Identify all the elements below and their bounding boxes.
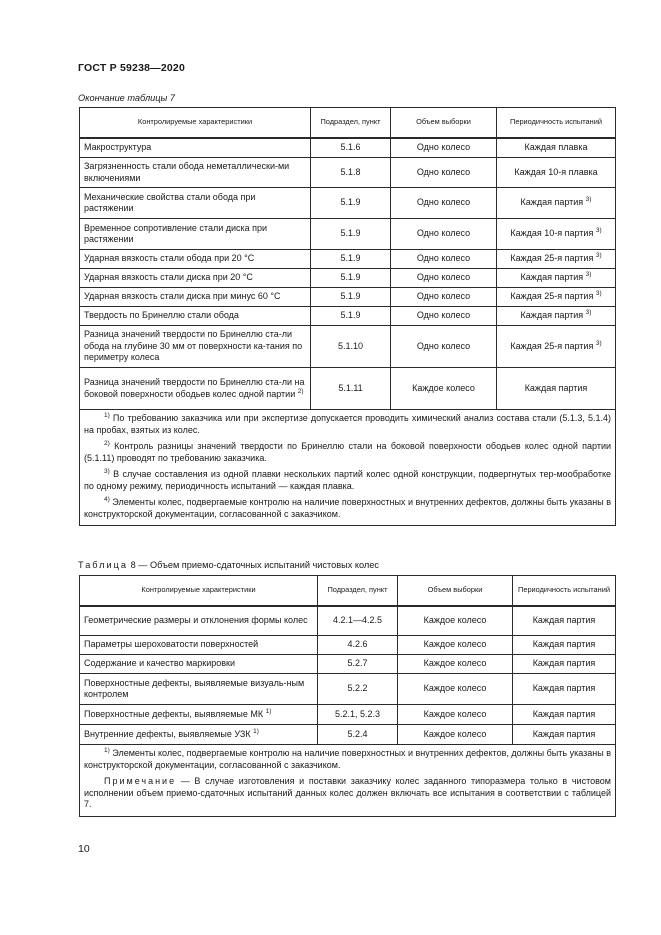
row-period: Каждая партия $^{3)}$	[497, 269, 616, 288]
row-characteristic: Параметры шероховатости поверхностей	[80, 636, 318, 655]
row-sample: Одно колесо	[391, 288, 497, 307]
footnote: $^{4)}$ Элементы колес, подвергаемые контролю на наличие поверхностных и внутренних дефектов, должны быть указаны в конструкторской документации, согласованной с заказчиком.	[84, 496, 611, 519]
table-row	[80, 158, 616, 188]
table7-body	[80, 138, 616, 526]
row-section: 5.2.2	[318, 674, 398, 705]
row-sample: Одно колесо	[391, 250, 497, 269]
footnote: $^{2)}$ Контроль разницы значений твердости по Бринеллю стали на боковой поверхности ободьев колес одной партии (5.1.11) проводят по требованию заказчика.	[84, 440, 611, 463]
row-characteristic: Временное сопротивление стали диска при растяжении	[80, 219, 311, 250]
row-sample: Каждое колесо	[398, 674, 513, 705]
row-characteristic: Геометрические размеры и отклонения формы колес	[80, 606, 318, 636]
table8-notes-row	[80, 745, 616, 817]
table8-caption: Таблица 8 — Объем приемо-сдаточных испытаний чистовых колес	[78, 560, 379, 570]
row-period: Каждая партия $^{3)}$	[497, 188, 616, 219]
row-characteristic: Ударная вязкость стали обода при 20 °С	[80, 250, 311, 269]
row-section: 5.1.10	[311, 326, 391, 368]
table8-col-period: Периодичность испытаний	[513, 576, 616, 606]
row-section: 5.1.9	[311, 188, 391, 219]
row-sample: Каждое колесо	[398, 606, 513, 636]
table7-header-row	[80, 108, 616, 138]
row-sample: Одно колесо	[391, 326, 497, 368]
row-section: 5.1.9	[311, 288, 391, 307]
row-section: 5.2.7	[318, 655, 398, 674]
table7-col-sample: Объем выборки	[391, 108, 497, 138]
page-number: 10	[78, 843, 90, 855]
document-header: ГОСТ Р 59238—2020	[78, 62, 186, 74]
table-row	[80, 307, 616, 326]
table7-caption: Окончание таблицы 7	[78, 93, 175, 103]
table-row	[80, 674, 616, 705]
row-period: Каждая партия	[513, 674, 616, 705]
row-characteristic: Ударная вязкость стали диска при 20 °С	[80, 269, 311, 288]
row-characteristic: Макроструктура	[80, 138, 311, 158]
row-sample: Одно колесо	[391, 269, 497, 288]
row-sample: Одно колесо	[391, 138, 497, 158]
row-period: Каждая партия	[513, 725, 616, 745]
row-section: 5.1.11	[311, 368, 391, 410]
row-characteristic: Ударная вязкость стали диска при минус 60 °С	[80, 288, 311, 307]
row-sample: Одно колесо	[391, 219, 497, 250]
table-row	[80, 269, 616, 288]
table-row	[80, 250, 616, 269]
row-characteristic: Поверхностные дефекты, выявляемые визуаль-ным контролем	[80, 674, 318, 705]
row-sample: Одно колесо	[391, 188, 497, 219]
table-row	[80, 636, 616, 655]
row-period: Каждая 10-я партия $^{3)}$	[497, 219, 616, 250]
row-section: 5.1.9	[311, 219, 391, 250]
table-note: Примечание — В случае изготовления и поставки заказчику колес заданного типоразмера только в чистовом исполнении объем приемо-сдаточных испытаний данных колес должен включать все испытания в соответствии с таблицей 7.	[84, 776, 611, 809]
table8-col-sample: Объем выборки	[398, 576, 513, 606]
table-row	[80, 705, 616, 725]
table7-notes-row	[80, 410, 616, 526]
row-sample: Одно колесо	[391, 307, 497, 326]
table7-notes	[80, 410, 616, 526]
row-period: Каждая 25-я партия $^{3)}$	[497, 288, 616, 307]
row-section: 5.1.8	[311, 158, 391, 188]
row-characteristic: Содержание и качество маркировки	[80, 655, 318, 674]
row-section: 5.1.9	[311, 307, 391, 326]
row-section: 5.2.4	[318, 725, 398, 745]
table-row	[80, 606, 616, 636]
row-period: Каждая партия	[513, 705, 616, 725]
row-section: 5.1.9	[311, 250, 391, 269]
footnote: $^{1)}$ Элементы колес, подвергаемые контролю на наличие поверхностных и внутренних дефектов, должны быть указаны в конструкторской документации, согласованной с заказчиком.	[84, 747, 611, 770]
table8-body	[80, 606, 616, 817]
row-period: Каждая партия $^{3)}$	[497, 307, 616, 326]
row-characteristic: Разница значений твердости по Бринеллю ста-ли обода на глубине 30 мм от поверхности ка-тания по периметру колеса	[80, 326, 311, 368]
row-period: Каждая 10-я плавка	[497, 158, 616, 188]
table8-header-row	[80, 576, 616, 606]
row-characteristic: Разница значений твердости по Бринеллю ста-ли на боковой поверхности ободьев колес одной партии $^{2)}$	[80, 368, 311, 410]
row-section: 4.2.1—4.2.5	[318, 606, 398, 636]
table8-notes	[80, 745, 616, 817]
row-characteristic: Загрязненность стали обода неметаллически-ми включениями	[80, 158, 311, 188]
row-characteristic: Поверхностные дефекты, выявляемые МК $^{1)}$	[80, 705, 318, 725]
row-section: 5.1.9	[311, 269, 391, 288]
row-period: Каждая партия	[497, 368, 616, 410]
row-section: 5.2.1, 5.2.3	[318, 705, 398, 725]
row-characteristic: Механические свойства стали обода при растяжении	[80, 188, 311, 219]
row-characteristic: Внутренние дефекты, выявляемые УЗК $^{1)}$	[80, 725, 318, 745]
row-sample: Каждое колесо	[398, 655, 513, 674]
row-period: Каждая плавка	[497, 138, 616, 158]
table7	[79, 107, 616, 526]
row-sample: Одно колесо	[391, 158, 497, 188]
table8-col-section: Подраздел, пункт	[318, 576, 398, 606]
table8	[79, 575, 616, 817]
row-period: Каждая партия	[513, 606, 616, 636]
row-sample: Каждое колесо	[391, 368, 497, 410]
footnote: $^{3)}$ В случае составления из одной плавки нескольких партий колес одной конструкции, подвергнутых тер-мообработке по одному режиму, периодичность испытаний — каждая плавка.	[84, 468, 611, 491]
table8-col-characteristics: Контролируемые характеристики	[80, 576, 318, 606]
footnote: $^{1)}$ По требованию заказчика или при экспертизе допускается проводить химический анализ состава стали (5.1.3, 5.1.4) на пробах, взятых из колес.	[84, 412, 611, 435]
table-row	[80, 188, 616, 219]
row-section: 5.1.6	[311, 138, 391, 158]
row-sample: Каждое колесо	[398, 705, 513, 725]
row-period: Каждая партия	[513, 655, 616, 674]
row-section: 4.2.6	[318, 636, 398, 655]
table7-col-characteristics: Контролируемые характеристики	[80, 108, 311, 138]
table-row	[80, 368, 616, 410]
row-sample: Каждое колесо	[398, 636, 513, 655]
table-row	[80, 219, 616, 250]
row-period: Каждая 25-я партия $^{3)}$	[497, 250, 616, 269]
table-row	[80, 138, 616, 158]
table-row	[80, 288, 616, 307]
table-row	[80, 655, 616, 674]
row-characteristic: Твердость по Бринеллю стали обода	[80, 307, 311, 326]
table7-col-period: Периодичность испытаний	[497, 108, 616, 138]
row-sample: Каждое колесо	[398, 725, 513, 745]
row-period: Каждая партия	[513, 636, 616, 655]
table7-col-section: Подраздел, пункт	[311, 108, 391, 138]
table-row	[80, 326, 616, 368]
table-row	[80, 725, 616, 745]
row-period: Каждая 25-я партия $^{3)}$	[497, 326, 616, 368]
